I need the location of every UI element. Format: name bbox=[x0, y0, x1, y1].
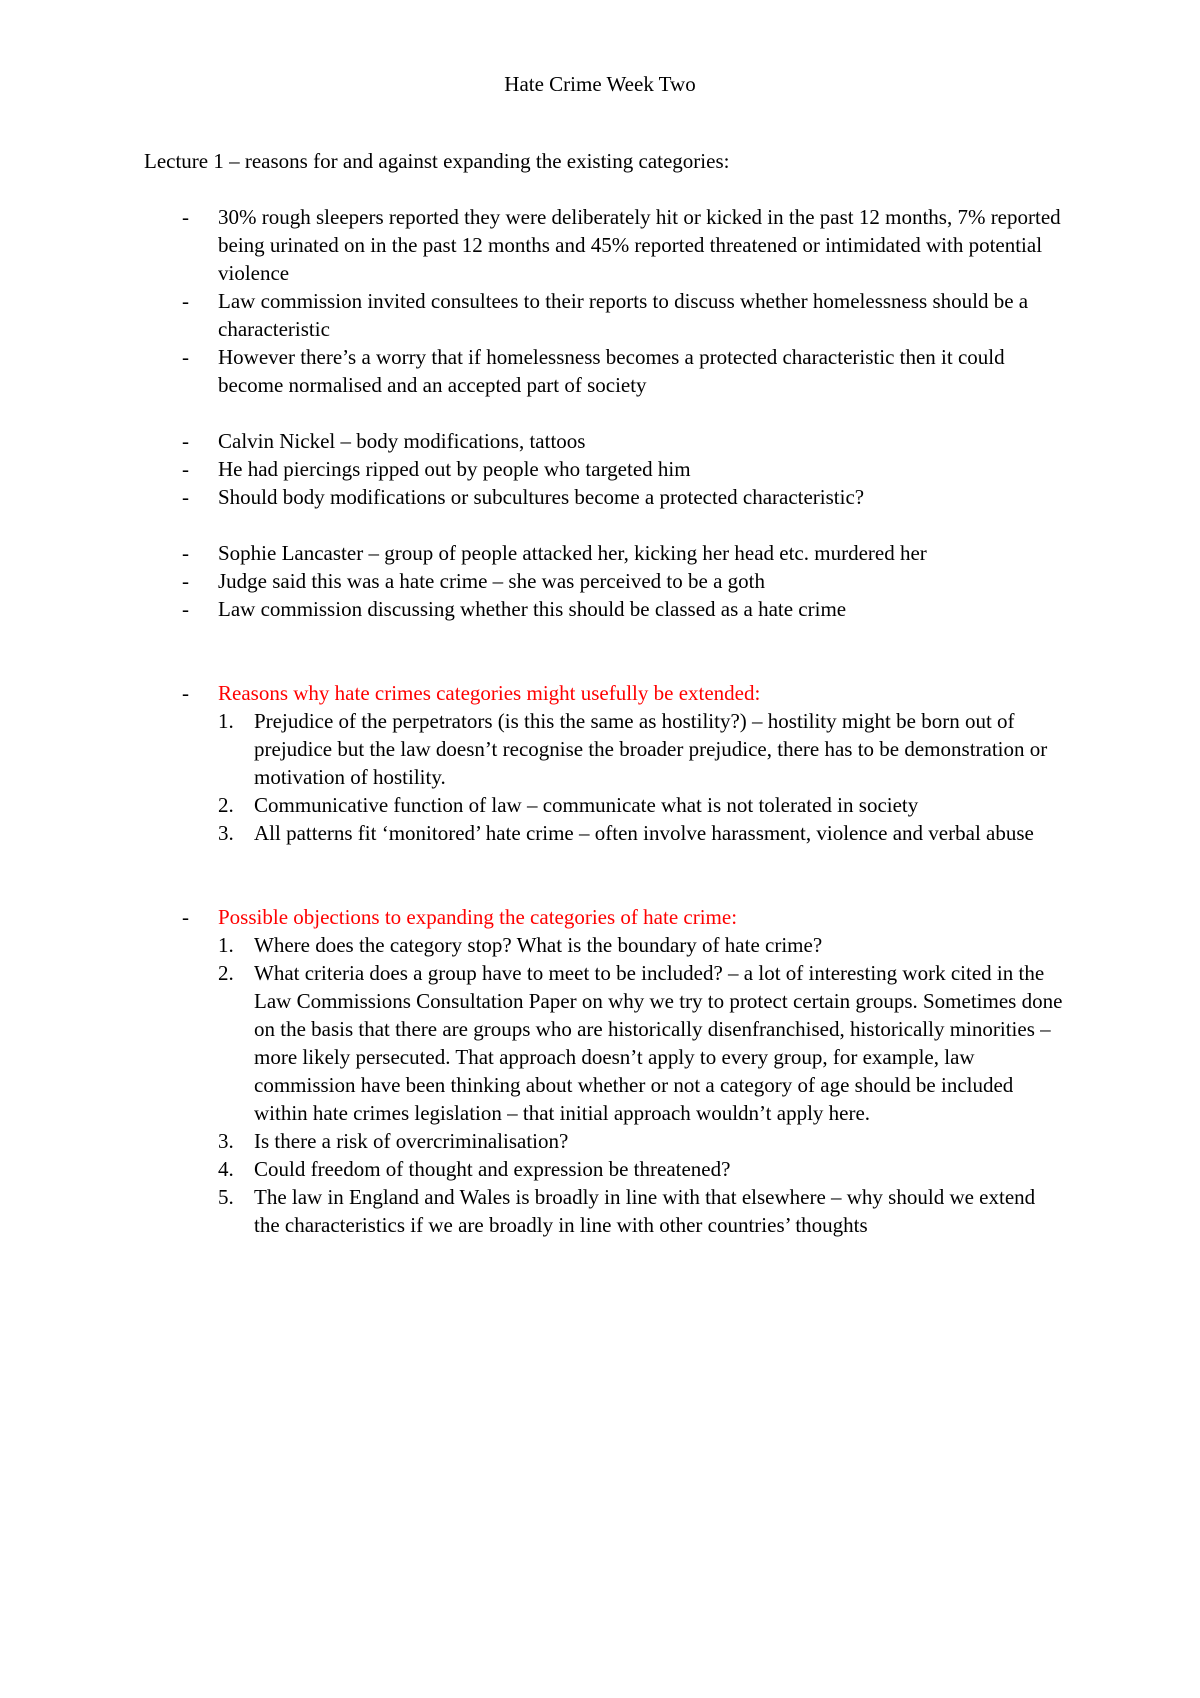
bullet-text: He had piercings ripped out by people who targeted him bbox=[218, 457, 691, 481]
item-number: 1. bbox=[218, 933, 234, 957]
sophie-lancaster-notes bbox=[144, 539, 1064, 623]
dash-bullet: - bbox=[182, 289, 189, 313]
reasons-list bbox=[218, 707, 1064, 847]
numbered-item bbox=[218, 707, 1064, 791]
objections-heading: Possible objections to expanding the categories of hate crime: bbox=[218, 905, 738, 929]
item-text: The law in England and Wales is broadly in line with that elsewhere – why should we extend the characteristics if we are broadly in line with other countries’ thoughts bbox=[254, 1185, 1036, 1237]
item-text: Could freedom of thought and expression be threatened? bbox=[254, 1157, 731, 1181]
document-title: Hate Crime Week Two bbox=[504, 72, 696, 96]
item-text: Communicative function of law – communicate what is not tolerated in society bbox=[254, 793, 919, 817]
reasons-heading: Reasons why hate crimes categories might usefully be extended: bbox=[218, 681, 761, 705]
dash-bullet: - bbox=[182, 569, 189, 593]
item-text: Prejudice of the perpetrators (is this the same as hostility?) – hostility might be born out of prejudice but the law doesn’t recognise the broader prejudice, there has to be demonstration or motivation of hostility. bbox=[254, 709, 1048, 789]
bullet-item bbox=[144, 903, 1064, 1239]
bullet-text: Sophie Lancaster – group of people attacked her, kicking her head etc. murdered her bbox=[218, 541, 927, 565]
item-number: 2. bbox=[218, 793, 234, 817]
numbered-item bbox=[218, 959, 1064, 1127]
bullet-text: Law commission invited consultees to their reports to discuss whether homelessness should be a characteristic bbox=[218, 289, 1029, 341]
reasons-section bbox=[144, 679, 1064, 847]
bullet-item bbox=[144, 567, 1064, 595]
dash-bullet: - bbox=[182, 457, 189, 481]
bullet-item bbox=[144, 343, 1064, 399]
numbered-item bbox=[218, 1183, 1064, 1239]
dash-bullet: - bbox=[182, 541, 189, 565]
item-number: 2. bbox=[218, 961, 234, 985]
numbered-item bbox=[218, 1155, 1064, 1183]
item-number: 3. bbox=[218, 1129, 234, 1153]
dash-bullet: - bbox=[182, 597, 189, 621]
bullet-text: Judge said this was a hate crime – she was perceived to be a goth bbox=[218, 569, 765, 593]
numbered-item bbox=[218, 931, 1064, 959]
bullet-item bbox=[144, 203, 1064, 287]
dash-bullet: - bbox=[182, 205, 189, 229]
bullet-item bbox=[144, 595, 1064, 623]
dash-bullet: - bbox=[182, 485, 189, 509]
item-text: What criteria does a group have to meet to be included? – a lot of interesting work cited in the Law Commissions Consultation Paper on why we try to protect certain groups. Sometimes done on the basis that there are groups who are historically disenfranchised, historically minorities – more likely persecuted. That approach doesn’t apply to every group, for example, law commission have been thinking about whether or not a category of age should be included within hate crimes legislation – that initial approach wouldn’t apply here. bbox=[254, 961, 1063, 1125]
bullet-text: Calvin Nickel – body modifications, tattoos bbox=[218, 429, 586, 453]
numbered-item bbox=[218, 791, 1064, 819]
dash-bullet: - bbox=[182, 681, 189, 705]
item-text: All patterns fit ‘monitored’ hate crime – often involve harassment, violence and verbal abuse bbox=[254, 821, 1034, 845]
bullet-item bbox=[144, 679, 1064, 847]
bullet-text: 30% rough sleepers reported they were deliberately hit or kicked in the past 12 months, 7% reported being urinated on in the past 12 months and 45% reported threatened or intimidated with potential violence bbox=[218, 205, 1061, 285]
dash-bullet: - bbox=[182, 429, 189, 453]
objections-list bbox=[218, 931, 1064, 1239]
item-text: Is there a risk of overcriminalisation? bbox=[254, 1129, 569, 1153]
numbered-item bbox=[218, 819, 1064, 847]
body-modification-notes bbox=[144, 427, 1064, 511]
item-text: Where does the category stop? What is the boundary of hate crime? bbox=[254, 933, 823, 957]
bullet-item bbox=[144, 287, 1064, 343]
bullet-text: However there’s a worry that if homelessness becomes a protected characteristic then it could become normalised and an accepted part of society bbox=[218, 345, 1005, 397]
bullet-item bbox=[144, 483, 1064, 511]
dash-bullet: - bbox=[182, 905, 189, 929]
item-number: 1. bbox=[218, 709, 234, 733]
item-number: 3. bbox=[218, 821, 234, 845]
numbered-item bbox=[218, 1127, 1064, 1155]
item-number: 5. bbox=[218, 1185, 234, 1209]
dash-bullet: - bbox=[182, 345, 189, 369]
lecture-heading: Lecture 1 – reasons for and against expanding the existing categories: bbox=[144, 149, 730, 173]
bullet-item bbox=[144, 455, 1064, 483]
bullet-item bbox=[144, 539, 1064, 567]
homelessness-notes bbox=[144, 203, 1064, 399]
bullet-item bbox=[144, 427, 1064, 455]
item-number: 4. bbox=[218, 1157, 234, 1181]
bullet-text: Should body modifications or subcultures become a protected characteristic? bbox=[218, 485, 865, 509]
bullet-text: Law commission discussing whether this should be classed as a hate crime bbox=[218, 597, 847, 621]
objections-section bbox=[144, 903, 1064, 1239]
